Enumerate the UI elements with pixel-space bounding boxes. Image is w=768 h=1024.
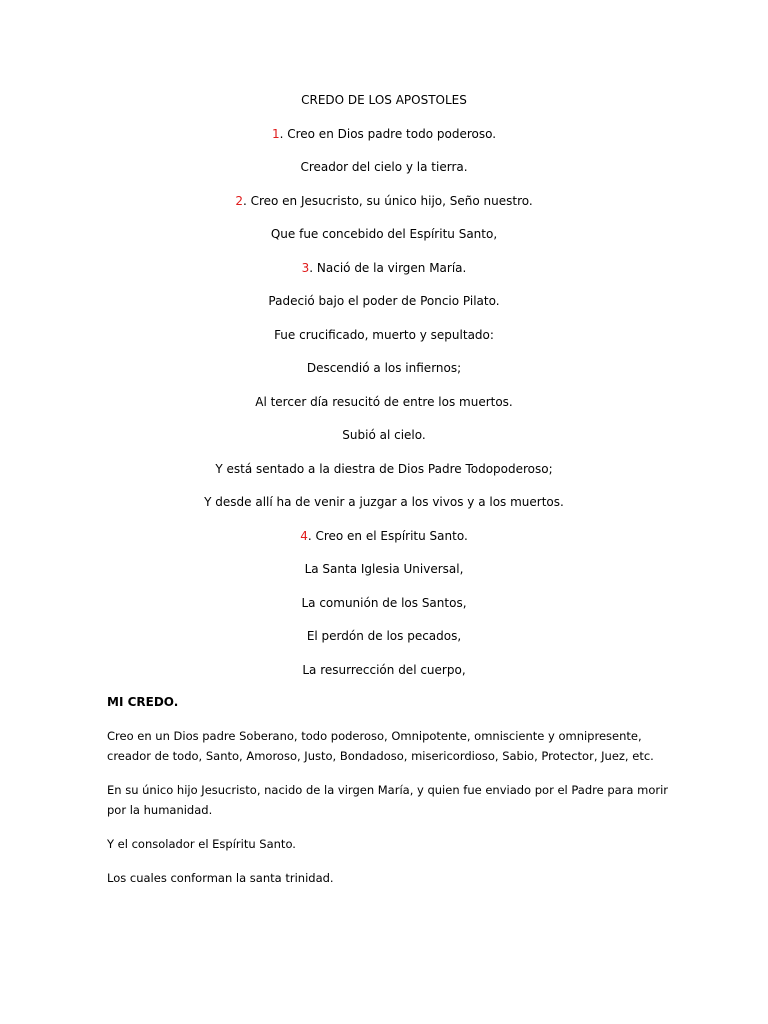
creed-number: 4: [300, 528, 308, 543]
creed-text: Descendió a los infiernos;: [306, 361, 462, 375]
creed-text: Subió al cielo.: [342, 428, 426, 442]
creed-line: [0, 159, 768, 176]
creed-text: El perdón de los pecados,: [306, 629, 462, 643]
paragraph: Los cuales conforman la santa trinidad.: [107, 871, 334, 885]
mi-credo-section: [107, 694, 677, 902]
creed-line: [0, 360, 768, 377]
creed-text: La resurrección del cuerpo,: [302, 662, 466, 677]
creed-line: [0, 126, 768, 143]
creed-text: Que fue concebido del Espíritu Santo,: [270, 227, 498, 241]
creed-line: [0, 662, 768, 679]
paragraph: En su único hijo Jesucristo, nacido de la virgen María, y quien fue enviado por el Padre para morir por la humanidad.: [107, 783, 669, 817]
creed-text: Creador del cielo y la tierra.: [300, 160, 468, 174]
creed-text: La comunión de los Santos,: [301, 595, 467, 610]
paragraph: Creo en un Dios padre Soberano, todo poderoso, Omnipotente, omnisciente y omnipresente, creador de todo, Santo, Amoroso, Justo, Bondadoso, misericordioso, Sabio, Protector, Juez, etc.: [107, 729, 654, 763]
creed-text: . Nació de la virgen María.: [309, 260, 467, 275]
creed-text: Y está sentado a la diestra de Dios Padre Todopoderoso;: [215, 461, 553, 476]
creed-number: 2: [235, 193, 243, 208]
creed-text: Padeció bajo el poder de Poncio Pilato.: [268, 294, 500, 308]
paragraph: Y el consolador el Espíritu Santo.: [107, 837, 296, 851]
creed-line: [0, 528, 768, 545]
creed-line: [0, 394, 768, 411]
creed-line: [0, 226, 768, 243]
creed-number: 1: [271, 126, 280, 141]
creed-text: Fue crucificado, muerto y sepultado:: [274, 327, 494, 342]
creed-number: 3: [301, 260, 310, 275]
creed-line: [0, 595, 768, 612]
creed-line: [0, 327, 768, 344]
creed-line: [0, 494, 768, 511]
creed-line: [0, 461, 768, 478]
creed-text: . Creo en Jesucristo, su único hijo, Seño nuestro.: [242, 193, 533, 208]
creed-title: CREDO DE LOS APOSTOLES: [301, 93, 467, 107]
creed-text: . Creo en el Espíritu Santo.: [307, 528, 468, 543]
creed-line: [0, 427, 768, 444]
apostles-creed: [0, 92, 768, 695]
creed-text: Y desde allí ha de venir a juzgar a los vivos y a los muertos.: [204, 495, 564, 509]
creed-line: [0, 628, 768, 645]
creed-line: [0, 260, 768, 277]
creed-line: [0, 561, 768, 578]
creed-text: La Santa Iglesia Universal,: [304, 562, 464, 576]
mi-credo-title: MI CREDO.: [107, 695, 179, 709]
creed-text: Al tercer día resucitó de entre los muertos.: [255, 394, 513, 409]
creed-line: [0, 293, 768, 310]
creed-text: . Creo en Dios padre todo poderoso.: [279, 126, 497, 141]
creed-line: [0, 193, 768, 210]
